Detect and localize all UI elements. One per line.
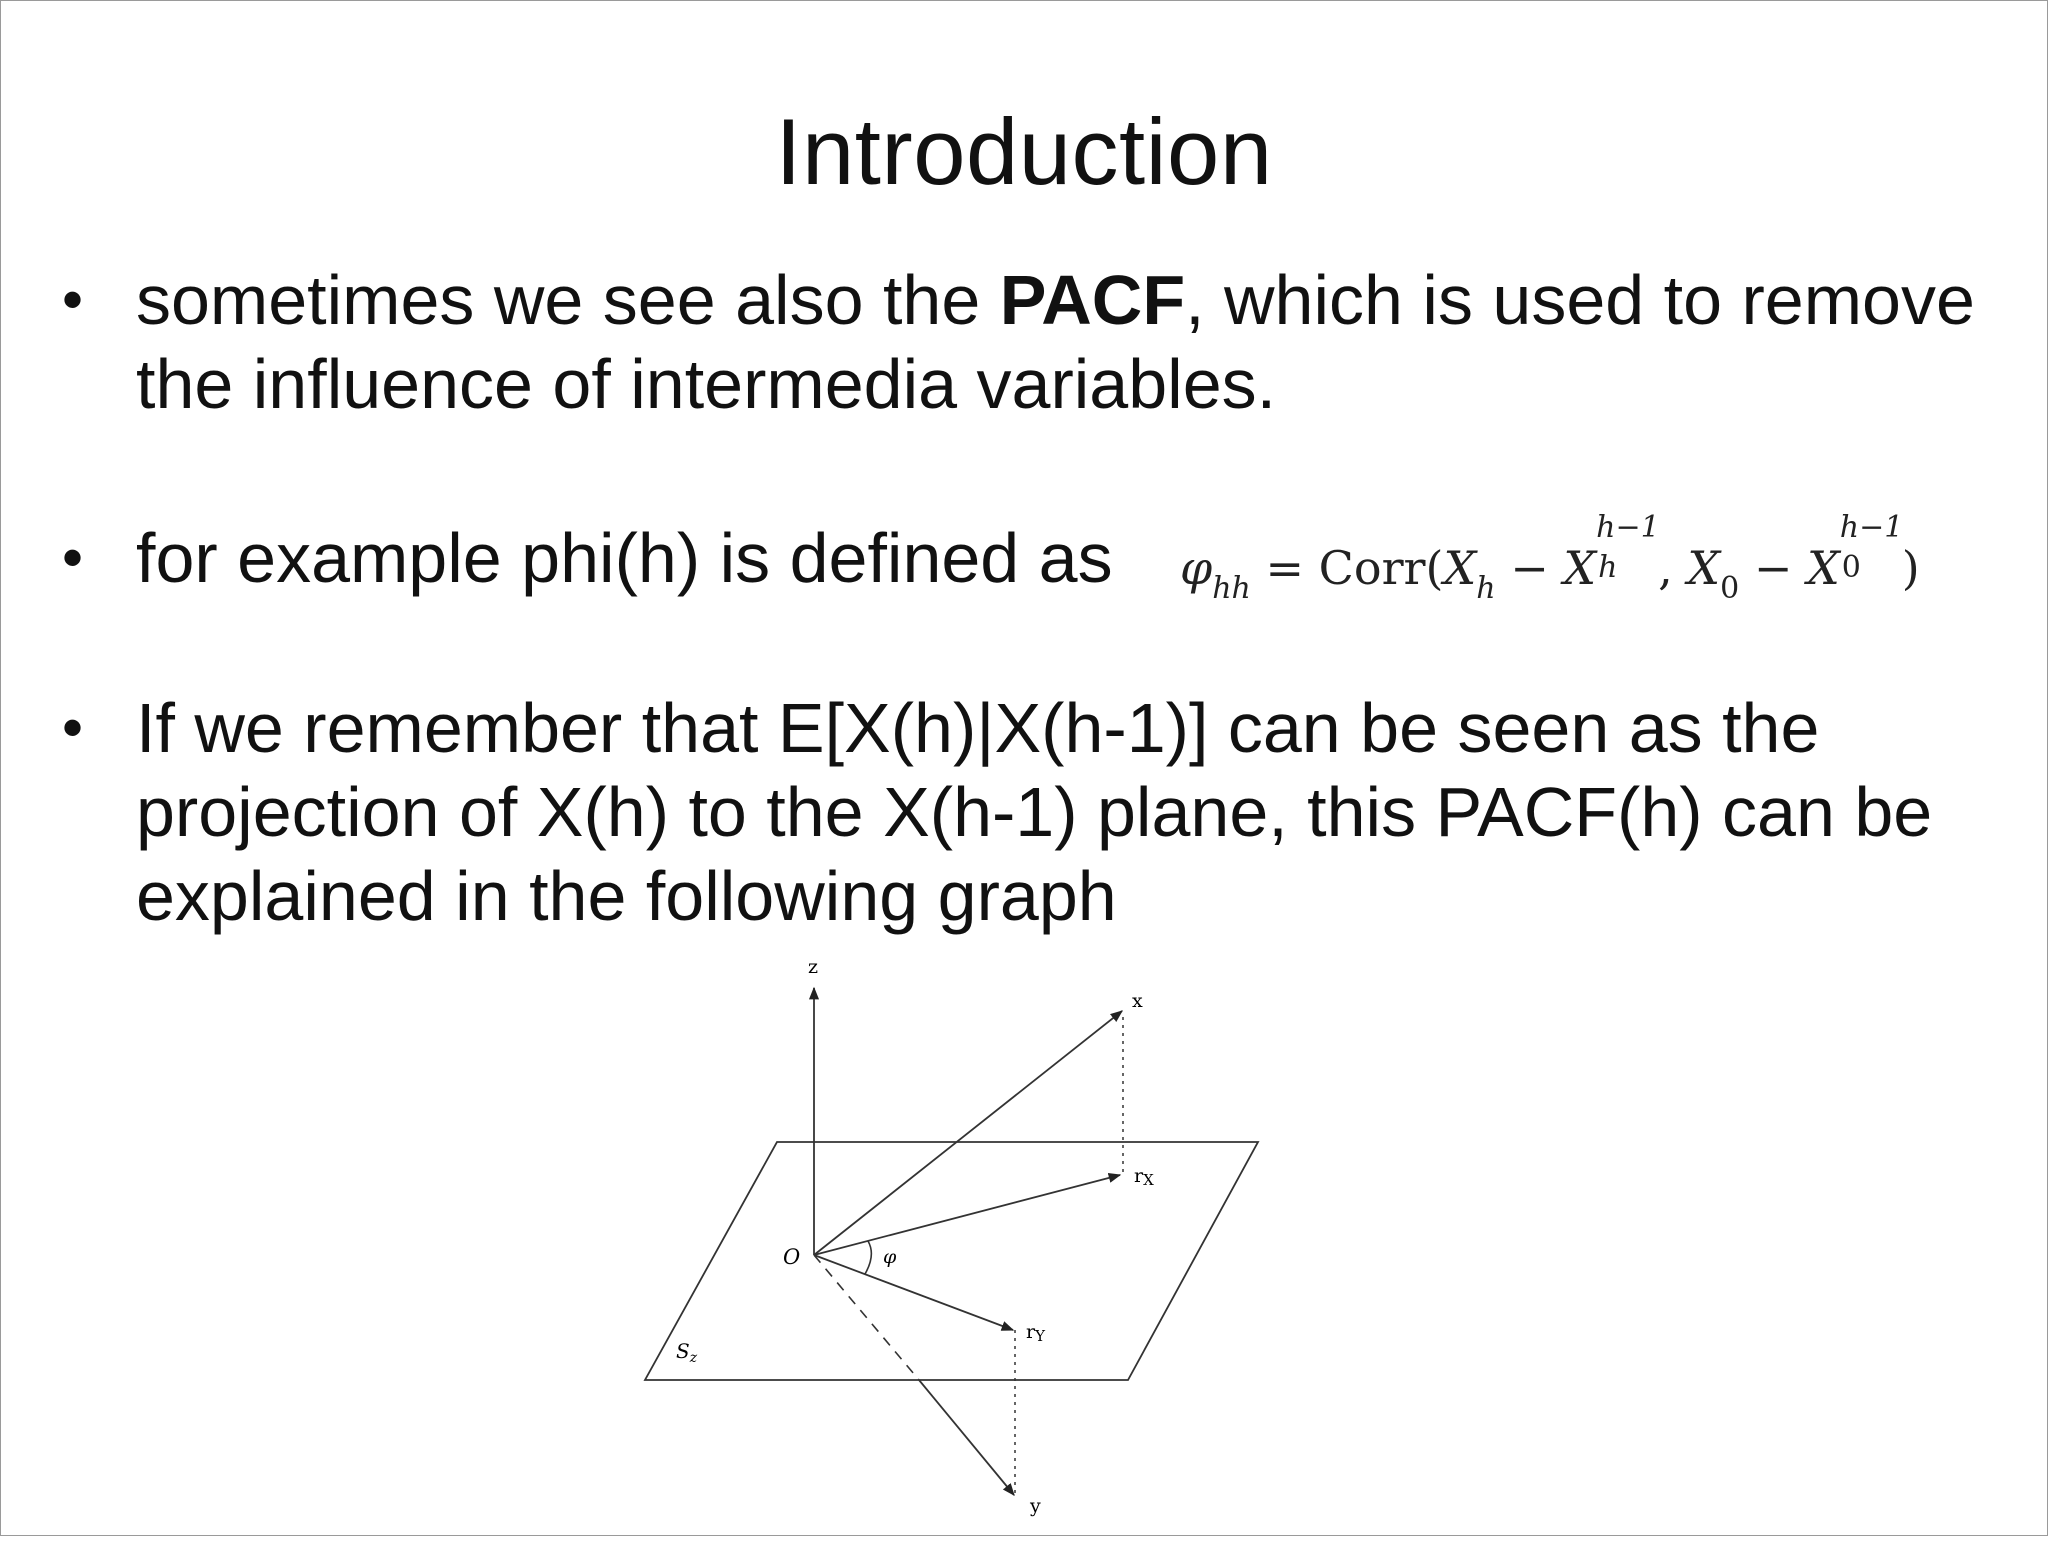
formula-x4-supsub [1839,510,1904,588]
formula-x2: X [1563,541,1597,595]
bullet-text-bold: PACF [999,261,1186,339]
bullet-text: If we remember that E[X(h)|X(h-1)] can be seen as the projection of X(h) to the X(h-1) plane, this PACF(h) can be explained in the following graph [136,689,1933,935]
vector-y-dashed [814,1255,919,1380]
label-angle: φ [883,1246,897,1268]
bullet-dot: • [62,524,84,591]
vector-x [814,1011,1122,1255]
plane-sz [645,1142,1258,1380]
label-rx-r: r [1134,1165,1144,1187]
vector-y [919,1380,1014,1495]
projection-diagram [620,950,1380,1536]
vector-rx [814,1175,1120,1255]
formula-x2-sup: h−1 [1596,510,1660,545]
label-z: z [808,956,819,978]
formula-x4-sub: 0 [1841,550,1861,585]
bullet-dot: • [62,694,84,761]
formula-equals: = [1250,541,1319,595]
projection-diagram-svg [620,950,1380,1536]
label-ry-r: r [1026,1321,1036,1343]
label-origin: O [783,1245,801,1269]
vector-ry [814,1255,1013,1330]
pacf-formula [1180,510,1920,606]
formula-comma: , [1658,541,1688,595]
formula-close: ) [1901,541,1920,595]
bullet-text-before: sometimes we see also the [136,261,1000,339]
label-rx [1134,1165,1154,1189]
formula-x3-sub: 0 [1720,571,1740,606]
formula-phi-sub: hh [1212,571,1251,606]
bullet-text-after: , which is used to remove the influence of intermedia variables. [136,261,1975,423]
label-x: x [1132,990,1143,1012]
slide-title: Introduction [775,99,1273,204]
formula-x2-sub: h [1598,550,1618,585]
formula-minus2: − [1739,541,1808,595]
label-plane-sub: z [689,1350,698,1366]
formula-x1-sub: h [1476,571,1496,606]
label-plane [676,1339,698,1366]
formula-x4: X [1807,541,1840,595]
formula-x2-supsub [1596,510,1660,588]
label-ry-sub: Y [1035,1327,1045,1345]
angle-arc [865,1241,871,1274]
label-rx-sub: X [1143,1171,1154,1189]
bullet-text [136,258,2036,426]
label-ry [1026,1321,1046,1345]
formula-x1: X [1443,541,1477,595]
label-y: y [1030,1495,1041,1517]
formula-x4-sup: h−1 [1839,510,1904,545]
formula-corr: Corr( [1318,541,1444,595]
formula-phi: φ [1180,541,1213,595]
bullet-text: for example phi(h) is defined as [136,519,1113,597]
bullet-dot: • [62,266,84,333]
formula-x3: X [1687,541,1721,595]
label-plane-s: S [676,1339,690,1363]
formula-minus1: − [1495,541,1564,595]
